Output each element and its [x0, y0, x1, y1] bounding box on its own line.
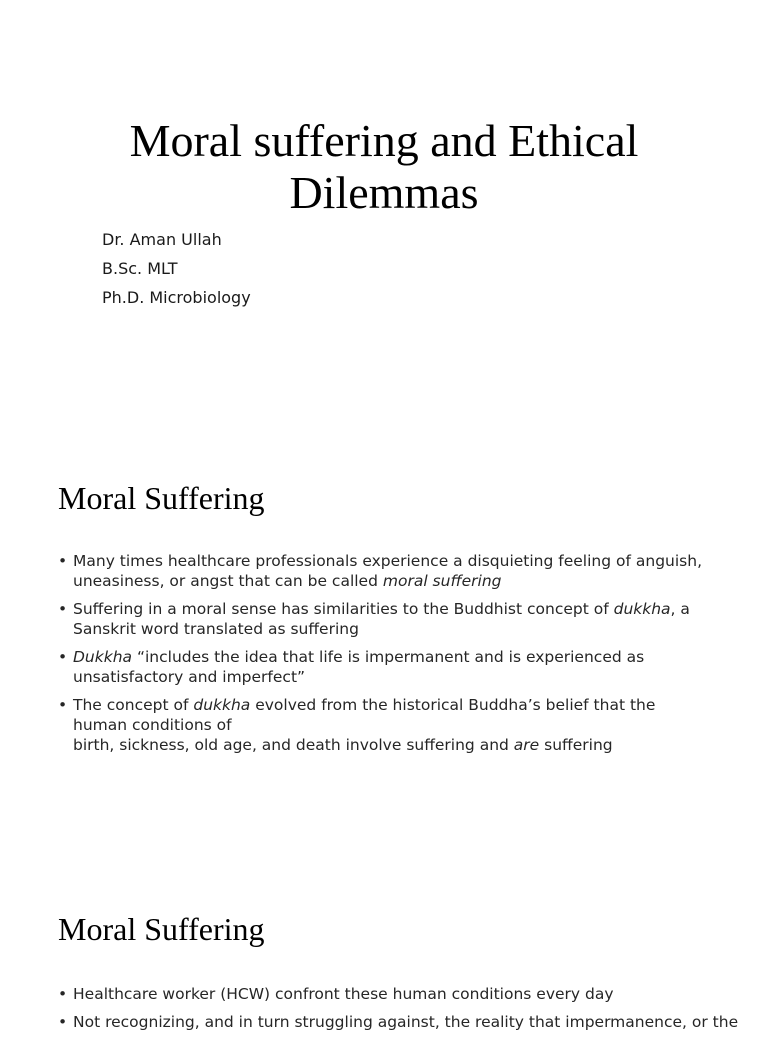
slide3-bullet-2: [58, 1012, 739, 1032]
slide2-heading: Moral Suffering: [58, 480, 265, 516]
slide3-bullet-list: [58, 984, 739, 1040]
slide2-bullet-1: [58, 551, 708, 591]
bullet-dot: •: [58, 552, 68, 570]
bullet-text: Suffering in a moral sense has similarities to the Buddhist concept of: [73, 600, 614, 618]
bullet-text: Many times healthcare professionals experience a disquieting feeling of anguish, uneasiness, or angst that can be called: [73, 552, 702, 590]
slide2-bullet-4: [58, 695, 708, 755]
bullet-emphasis: Dukkha: [73, 648, 133, 666]
bullet-text: evolved from the historical Buddha’s belief that the human conditions of: [73, 696, 656, 734]
slide3-heading: Moral Suffering: [58, 911, 265, 947]
bullet-emphasis: are: [513, 736, 540, 754]
title-line-1: Moral suffering and Ethical: [129, 115, 639, 166]
bullet-text: The concept of: [73, 696, 194, 714]
bullet-emphasis: dukkha: [613, 600, 671, 618]
bullet-dot: •: [58, 600, 68, 618]
slide2-bullet-2: [58, 599, 708, 639]
slide2-bullet-list: [58, 551, 708, 763]
title-line-2: Dilemmas: [289, 167, 479, 218]
bullet-text: Healthcare worker (HCW) confront these human conditions every day: [73, 985, 614, 1003]
bullet-dot: •: [58, 696, 68, 714]
slide3-bullet-1: [58, 984, 708, 1004]
subtitle-block: [102, 226, 251, 313]
bullet-text: suffering: [539, 736, 613, 754]
bullet-text: Not recognizing, and in turn struggling against, the reality that impermanence, or the: [73, 1013, 739, 1031]
bullet-dot: •: [58, 1013, 68, 1031]
bullet-emphasis: moral suffering: [382, 572, 502, 590]
bullet-text: , a Sanskrit word translated as suffering: [73, 600, 690, 638]
bullet-dot: •: [58, 648, 68, 666]
slide2-bullet-3: [58, 647, 708, 687]
bullet-text: birth, sickness, old age, and death involve suffering and: [73, 736, 514, 754]
author-name: Dr. Aman Ullah: [102, 230, 222, 249]
author-degree: B.Sc. MLT: [102, 259, 178, 278]
bullet-emphasis: dukkha: [193, 696, 251, 714]
author-phd: Ph.D. Microbiology: [102, 288, 251, 307]
bullet-text: “includes the idea that life is impermanent and is experienced as unsatisfactory and imperfect”: [73, 648, 645, 686]
bullet-dot: •: [58, 985, 68, 1003]
